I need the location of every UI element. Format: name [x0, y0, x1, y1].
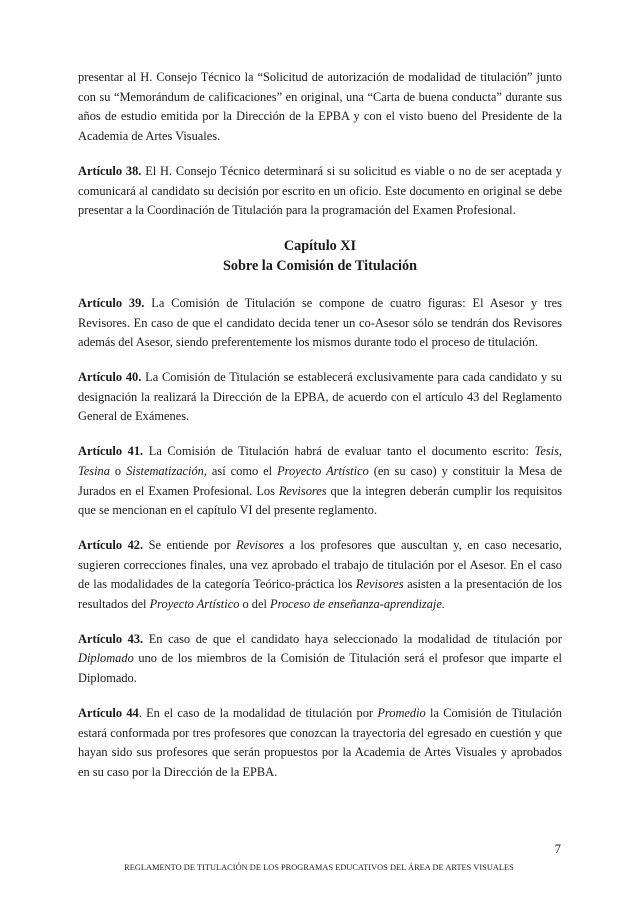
article-43-label: Artículo 43.	[78, 631, 144, 646]
article-40-label: Artículo 40.	[78, 370, 142, 385]
chapter-title: Capítulo XI	[283, 237, 357, 254]
article-42: Artículo 42. Se entiende por Revisores a los profesores que auscultan y, en caso necesario, sugieren correcciones finales, una vez aprobado el trabajo de titulación por el Asesor. En el caso de las modalidades de la categoría Teórico-práctica los Revisores asisten a la presentación de los resultados del Proyecto Artístico o del Proceso de enseñanza-aprendizaje.	[78, 537, 562, 612]
article-40: Artículo 40. La Comisión de Titulación se establecerá exclusivamente para cada candidato y su designación la realizará la Dirección de la EPBA, de acuerdo con el artículo 43 del Reglamento General de Exámenes.	[78, 370, 562, 424]
article-44: Artículo 44. En el caso de la modalidad de titulación por Promedio la Comisión de Titulación estará conformada por tres profesores que conozcan la trayectoria del egresado en cuestión y que hayan sido sus profesores que serán propuestos por la Academia de Artes Visuales y aprobados en su caso por la Dirección de la EPBA.	[78, 705, 562, 779]
intro-paragraph: presentar al H. Consejo Técnico la “Solicitud de autorización de modalidad de titulación” junto con su “Memorándum de calificaciones” en original, una “Carta de buena conducta” durante sus años de estudio emitida por la Dirección de la EPBA y con el visto bueno del Presidente de la Academia de Artes Visuales.	[78, 70, 562, 144]
chapter-heading	[78, 236, 562, 276]
article-39: Artículo 39. La Comisión de Titulación se compone de cuatro figuras: El Asesor y tres Revisores. En caso de que el candidato decida tener un co-Asesor sólo se tendrán dos Revisores además del Asesor, siendo preferentemente los mismos durante todo el proceso de titulación.	[78, 295, 562, 350]
article-41-label: Artículo 41.	[78, 444, 144, 459]
page-footer: REGLAMENTO DE TITULACIÓN DE LOS PROGRAMAS EDUCATIVOS DEL ÁREA DE ARTES VISUALES	[124, 863, 514, 872]
document-body	[78, 68, 562, 798]
chapter-subtitle: Sobre la Comisión de Titulación	[223, 257, 417, 274]
article-39-label: Artículo 39.	[78, 295, 145, 310]
page-number: 7	[554, 842, 561, 856]
article-43: Artículo 43. En caso de que el candidato haya seleccionado la modalidad de titulación por Diplomado uno de los miembros de la Comisión de Titulación será el profesor que imparte el Diplomado.	[78, 631, 562, 686]
article-41: Artículo 41. La Comisión de Titulación habrá de evaluar tanto el documento escrito: Tesis, Tesina o Sistematización, así como el Proyecto Artístico (en su caso) y constituir la Mesa de Jurados en el Examen Profesional. Los Revisores que la integren deberán cumplir los requisitos que se mencionan en el capítulo VI del presente reglamento.	[78, 444, 562, 518]
article-38-label: Artículo 38.	[78, 163, 142, 178]
article-44-label: Artículo 44	[78, 705, 139, 720]
article-38: Artículo 38. El H. Consejo Técnico determinará si su solicitud es viable o no de ser aceptada y comunicará al candidato su decisión por escrito en un oficio. Este documento en original se debe presentar a la Coordinación de Titulación para la programación del Examen Profesional.	[78, 163, 562, 218]
article-42-label: Artículo 42.	[78, 537, 144, 552]
